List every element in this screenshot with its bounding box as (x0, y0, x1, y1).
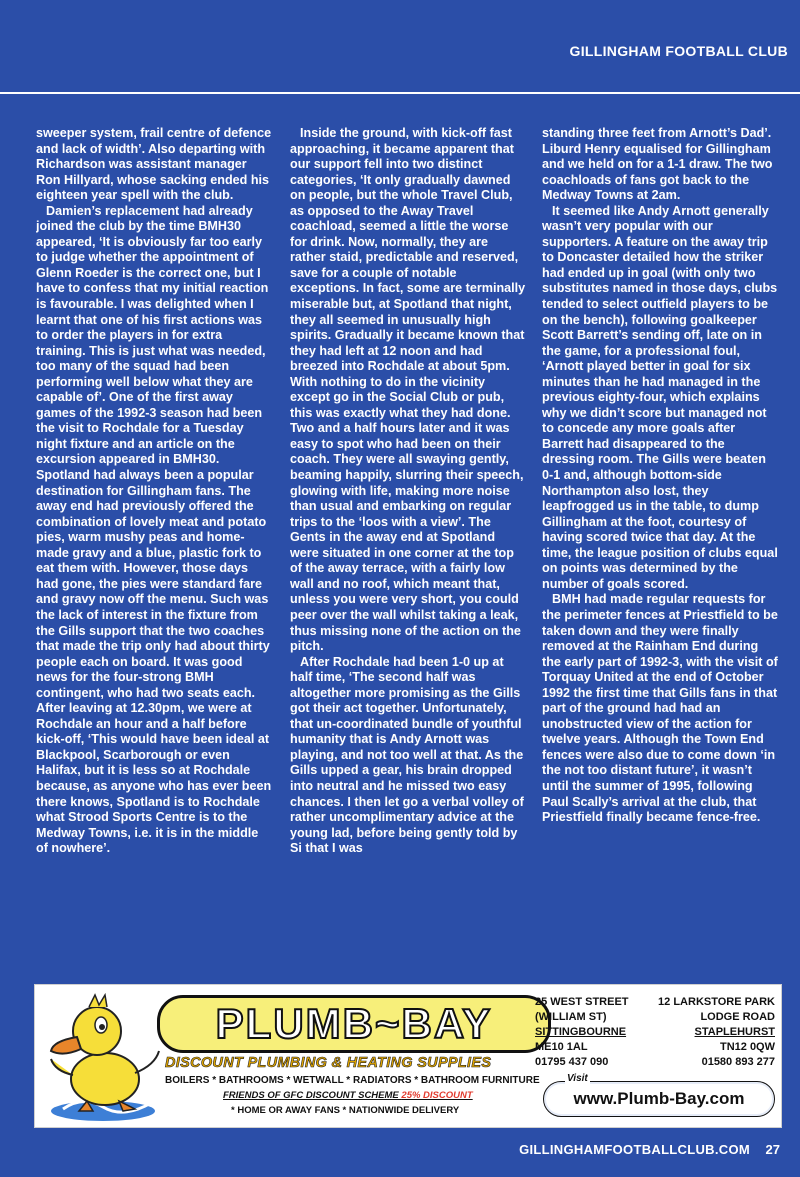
discount-scheme-label: FRIENDS OF GFC DISCOUNT SCHEME (223, 1090, 402, 1101)
brand-name: PLUMB~BAY (215, 1000, 493, 1047)
article-paragraph: Damien’s replacement had already joined the club by the time BMH30 appeared, ‘It is obviously far too early to judge whether the appointment of Glenn Roeder is the correct one, but I have to confess that my initial reaction is favourable. I was delighted when I learnt that one of his first actions was to order the players in for extra training. This is just what was needed, too many of the squad had been performing well below what they are capable of’. One of the first away games of the 1992-3 season had been the visit to Rochdale for a Tuesday night fixture and an article on the excursion appeared in BMH30. Spotland had always been a popular destination for Gillingham fans. The away end had previously offered the combination of lovely meat and potato pies, warm mushy peas and home-made gravy and a blue, plastic fork to eat them with. However, those days had gone, the pies were standard fare and gravy now off the menu. Such was the lack of interest in the fixture from the Gills support that the two coaches that made the trip only had about thirty people each on board. It was good news for the four-strong BMH contingent, who had two seats each. After leaving at 12.30pm, we were at Rochdale an hour and a half before kick-off, ‘This would have been ideal at Blackpool, Scarborough or even Halifax, but it is less so at Rochdale because, as anyone who has ever been there knows, Spotland is to Rochdale what Strood Sports Centre is to the Medway Towns, i.e. it is in the middle of nowhere’. (36, 203, 272, 856)
visit-label: Visit (567, 1073, 588, 1084)
address-postcode: TN12 0QW (719, 1041, 775, 1053)
article-paragraph: Inside the ground, with kick-off fast approaching, it became apparent that our support fell into two distinct categories, ‘It only gradually dawned on people, but the whole Travel Club, as opposed to the Away Travel coachload, seemed a little the worse for drink. Now, normally, they are rather staid, predictable and reserved, save for a couple of notable exceptions. In fact, some are terminally miserable but, at Spotland that night, they all seemed in unusually high spirits. Gradually it became known that they had left at 12 noon and had breezed into Rochdale at about 5pm. With nothing to do in the vicinity except go in the Social Club or pub, this was exactly what they had done. Two and a half hours later and it was easy to spot who had been on their coach. They were all swaying gently, beaming happily, slurring their speech, glowing with life, making more noise than usual and embarking on regular trips to the ‘loos with a view’. The Gents in the away end at Spotland were situated in one corner at the top of the away terrace, with a fairly low wall and no roof, which meant that, unless you were very short, you could peer over the wall whilst taking a leak, thus missing none of the action on the pitch. (290, 126, 526, 654)
website-url[interactable]: www.Plumb-Bay.com (573, 1089, 745, 1108)
address-line: (WILLIAM ST) (535, 1011, 607, 1023)
article-paragraph: It seemed like Andy Arnott generally wasn’t very popular with our supporters. A feature on the away trip to Doncaster detailed how the striker had ended up in goal (with only two substitutes named in those days, clubs tended to select outfield players to be on the bench), following goalkeeper Scott Barrett’s sending off, late on in the game, for a professional foul, ‘Arnott played better in goal for six minutes than he had managed in the previous eighty-four, which explains why we didn’t score but managed not to concede any more goals after Barrett had disappeared to the dressing room. The Gills were beaten 0-1 and, although bottom-side Northampton also lost, they leapfrogged us in the table, to dump Gillingham at the foot, courtesy of having scored twice that day. At the time, the league position of clubs equal on points was determined by the number of goals scored. (542, 203, 778, 591)
brand-banner (157, 995, 551, 1053)
address-line: LODGE ROAD (700, 1011, 775, 1023)
article-column-3 (542, 126, 778, 966)
address-phone: 01795 437 090 (535, 1056, 609, 1068)
staplehurst-address (645, 995, 775, 1070)
plumb-bay-advertisement (34, 984, 782, 1128)
magazine-section-title: GILLINGHAM FOOTBALL CLUB (569, 43, 788, 59)
address-town: SITTINGBOURNE (535, 1026, 627, 1038)
article-paragraph: standing three feet from Arnott’s Dad’. Liburd Henry equalised for Gillingham and we held on for a 1-1 draw. The two coachloads of fans got back to the Medway Towns at 2am. (542, 126, 773, 203)
header-divider (0, 92, 800, 94)
article-paragraph: After Rochdale had been 1-0 up at half time, ‘The second half was altogether more promising as the Gills got their act together. Unfortunately, that un-coordinated bundle of youthful humanity that is Andy Arnott was playing, and not too well at that. As the Gills upped a gear, his brain dropped into neutral and he missed two easy chances. I then let go a verbal volley of rather uncomplimentary advice at the young lad, before being gently told by Si that I was (290, 654, 524, 856)
article-paragraph: BMH had made regular requests for the perimeter fences at Priestfield to be taken down and they were finally removed at the Rainham End during the early part of 1992-3, with the visit of Torquay United at the end of October 1992 the first time that Gills fans in that part of the ground had had an unobstructed view of the action for twelve years. Although the Town End fences were also due to come down ‘in the not too distant future’, it wasn’t until the summer of 1995, following Paul Scally’s arrival at the club, that Priestfield finally became fence-free. (542, 592, 778, 825)
address-line: 12 LARKSTORE PARK (658, 996, 775, 1008)
ad-product-list: BOILERS * BATHROOMS * WETWALL * RADIATORS * BATHROOM FURNITURE (165, 1075, 540, 1086)
address-postcode: ME10 1AL (535, 1041, 588, 1053)
duck-mascot-icon (43, 987, 175, 1125)
ad-delivery-note: * HOME OR AWAY FANS * NATIONWIDE DELIVERY (231, 1105, 460, 1116)
website-badge[interactable] (543, 1081, 775, 1117)
article-column-2 (290, 126, 526, 966)
article-body (36, 126, 780, 966)
ad-tagline: DISCOUNT PLUMBING & HEATING SUPPLIES (165, 1055, 492, 1071)
address-line: 25 WEST STREET (535, 996, 629, 1008)
footer-website: GILLINGHAMFOOTBALLCLUB.COM (519, 1142, 750, 1157)
ad-discount-scheme (223, 1090, 523, 1101)
article-column-1 (36, 126, 272, 966)
address-town: STAPLEHURST (694, 1026, 775, 1038)
discount-amount: 25% DISCOUNT (401, 1090, 473, 1101)
sittingbourne-address (535, 995, 637, 1070)
page-number: 27 (765, 1142, 780, 1157)
article-paragraph: sweeper system, frail centre of defence and lack of width’. Also departing with Richardson was assistant manager Ron Hillyard, whose sacking ended his eighteen year spell with the club. (36, 126, 272, 203)
address-phone: 01580 893 277 (701, 1056, 775, 1068)
